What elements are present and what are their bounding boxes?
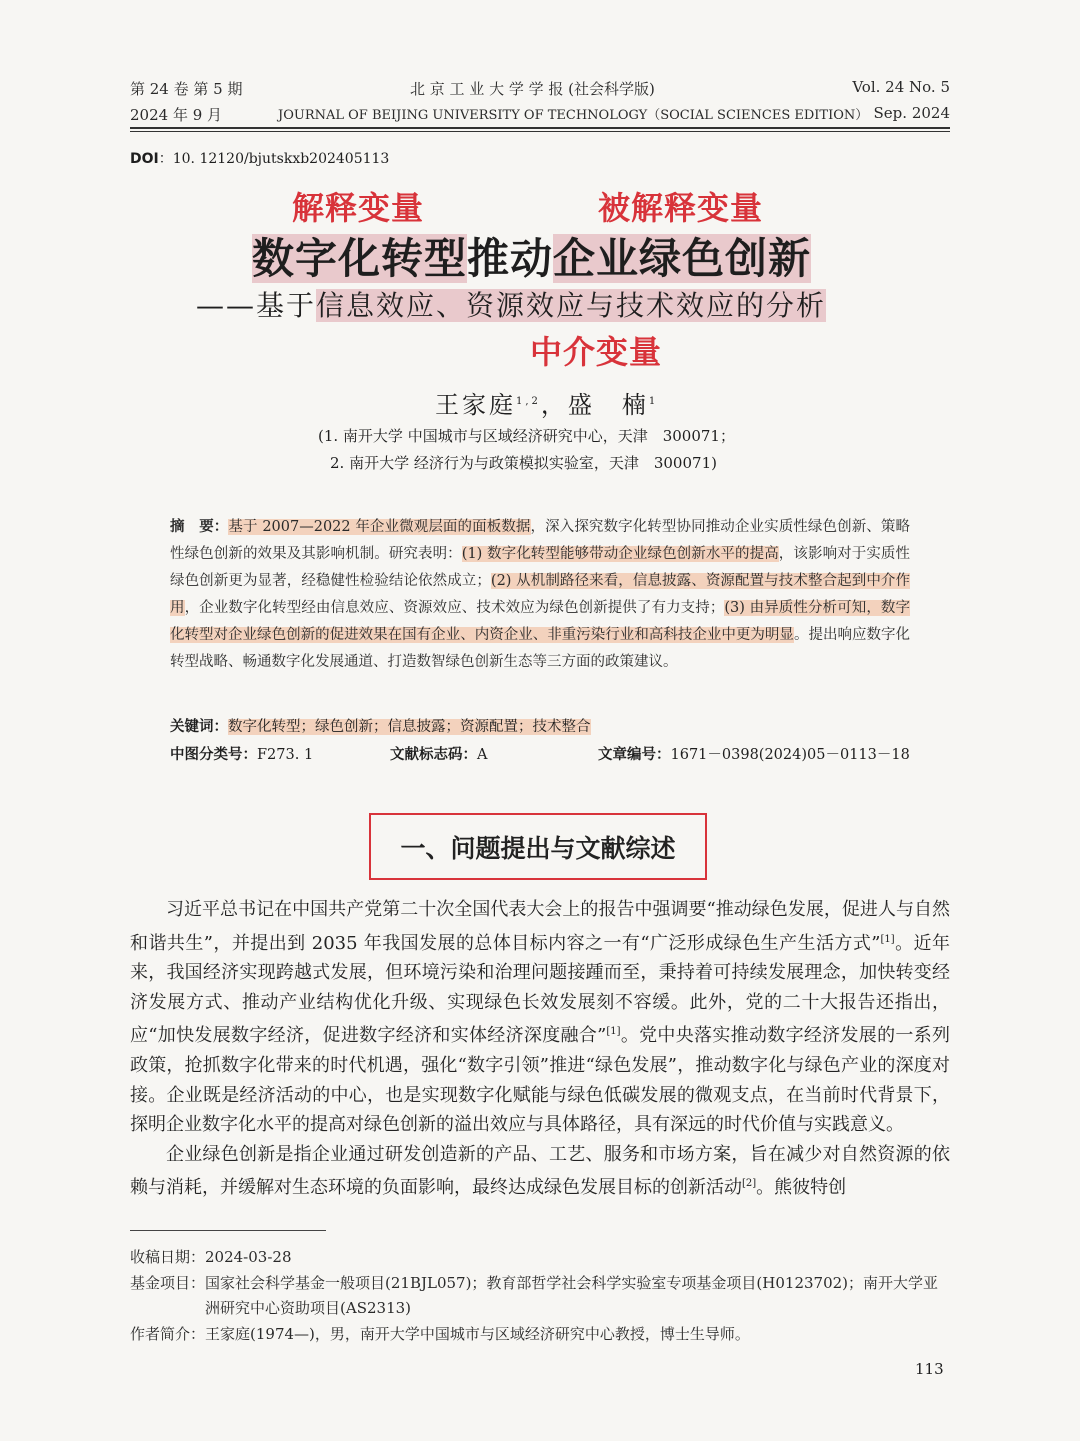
affiliation-2: 2. 南开大学 经济行为与政策模拟实验室，天津 300071) bbox=[330, 454, 717, 472]
body-p2-part-b: 。熊彼特创 bbox=[756, 1177, 847, 1199]
title-explanatory-variable: 数字化转型 bbox=[252, 234, 468, 283]
header-rule-thin bbox=[130, 131, 950, 132]
footnotes bbox=[130, 1245, 950, 1347]
abstract-highlight-finding-3: (3) 由异质性分析可知，数字化转型对企业绿色创新的促进效果在国有企业、内资企业、非重污染行业和高科技企业中更为明显 bbox=[170, 600, 910, 643]
citation-ref: [1] bbox=[880, 933, 895, 945]
body-text bbox=[130, 895, 950, 1203]
abstract-text-4: 。提出响应数字化转型战略、畅通数字化发展通道、打造数智绿色创新生态等三方面的政策建议。 bbox=[170, 627, 910, 670]
classification-doc bbox=[390, 743, 487, 764]
volume-en: Vol. 24 No. 5 bbox=[852, 78, 950, 96]
article-no-value: 1671－0398(2024)05－0113－18 bbox=[670, 747, 910, 763]
author-bio-text: 王家庭(1974—)，男，南开大学中国城市与区域经济研究中心教授，博士生导师。 bbox=[205, 1324, 750, 1343]
classification-clc bbox=[170, 743, 313, 764]
fund-text: 国家社会科学基金一般项目(21BJL057)；教育部哲学社会科学实验室专项基金项目(H0123702)；南开大学亚洲研究中心资助项目(AS2313) bbox=[205, 1273, 939, 1317]
journal-title-cn: 北 京 工 业 大 学 学 报 (社会科学版) bbox=[410, 80, 655, 98]
title-verb: 推动 bbox=[467, 234, 554, 283]
fund-label: 基金项目： bbox=[130, 1273, 206, 1292]
author-bio-label: 作者简介： bbox=[130, 1324, 206, 1343]
affiliation-1: (1. 南开大学 中国城市与区域经济研究中心，天津 300071； bbox=[318, 427, 735, 445]
clc-label: 中图分类号： bbox=[170, 747, 257, 763]
header-rule bbox=[130, 127, 950, 129]
author-1-affil: 1,2 bbox=[516, 396, 541, 407]
doi-value: ：10. 12120/bjutskxb202405113 bbox=[158, 151, 390, 167]
footnote-received: 收稿日期：2024-03-28 bbox=[130, 1248, 292, 1266]
keywords-label: 关键词： bbox=[170, 719, 228, 735]
footnote-author bbox=[130, 1322, 950, 1348]
paper-subtitle bbox=[196, 284, 826, 324]
citation-ref: [1] bbox=[606, 1026, 621, 1038]
body-p2-part-a: 企业绿色创新是指企业通过研发创造新的产品、工艺、服务和市场方案，旨在减少对自然资源的依赖与消耗，并缓解对生态环境的负面影响，最终达成绿色发展目标的创新活动 bbox=[130, 1143, 950, 1199]
keywords bbox=[170, 715, 591, 736]
subtitle-mediators: 信息效应、资源效应与技术效应的分析 bbox=[316, 289, 827, 322]
journal-title-en: JOURNAL OF BEIJING UNIVERSITY OF TECHNOLOGY（SOCIAL SCIENCES EDITION） bbox=[278, 108, 869, 123]
body-paragraph-2 bbox=[130, 1140, 950, 1203]
body-p1-part-a: 习近平总书记在中国共产党第二十次全国代表大会上的报告中强调要“推动绿色发展，促进人与自然和谐共生”，并提出到 2035 年我国发展的总体目标内容之一有“广泛形成绿色生产生活方式” bbox=[130, 899, 950, 954]
author-1: 王家庭 bbox=[435, 391, 516, 419]
article-no-label: 文章编号： bbox=[598, 747, 671, 763]
abstract-text-3: ，企业数字化转型经由信息效应、资源效应、技术效应为绿色创新提供了有力支持； bbox=[184, 600, 725, 616]
issue-date-en: Sep. 2024 bbox=[873, 104, 950, 122]
author-separator: ， bbox=[540, 391, 568, 419]
author-2: 盛 楠 bbox=[567, 391, 649, 419]
keywords-value: 数字化转型；绿色创新；信息披露；资源配置；技术整合 bbox=[228, 719, 591, 735]
section-heading-1: 一、问题提出与文献综述 bbox=[369, 813, 707, 880]
subtitle-prefix: ——基于 bbox=[196, 289, 317, 322]
doi bbox=[130, 148, 389, 168]
volume-issue: 第 24 卷 第 5 期 bbox=[130, 80, 243, 98]
abstract-label: 摘 要： bbox=[170, 519, 229, 535]
annotation-explanatory: 解释变量 bbox=[292, 189, 425, 227]
abstract-highlight-data: 基于 2007—2022 年企业微观层面的面板数据 bbox=[228, 519, 531, 535]
doc-code-label: 文献标志码： bbox=[390, 747, 477, 763]
abstract-highlight-finding-2: (2) 从机制路径来看，信息披露、资源配置与技术整合起到中介作用 bbox=[170, 573, 910, 616]
abstract-text-2: ，该影响对于实质性绿色创新更为显著，经稳健性检验结论依然成立； bbox=[170, 546, 910, 589]
body-p1-part-b: 。近年来，我国经济实现跨越式发展，但环境污染和治理问题接踵而至，秉持着可持续发展理念，加快转变经济发展方式、推动产业结构优化升级、实现绿色长效发展刻不容缓。此外，党的二十大报告还指出，应“加快发展数字经济，促进数字经济和实体经济深度融合” bbox=[130, 932, 950, 1047]
doc-code-value: A bbox=[477, 747, 488, 763]
classification-article bbox=[598, 743, 910, 764]
annotation-explained: 被解释变量 bbox=[598, 189, 764, 227]
author-2-affil: 1 bbox=[648, 396, 659, 407]
page-number: 113 bbox=[915, 1360, 944, 1378]
body-paragraph-1 bbox=[130, 895, 950, 1140]
paper-title bbox=[252, 226, 811, 286]
abstract bbox=[170, 514, 910, 704]
issue-date-cn: 2024 年 9 月 bbox=[130, 106, 223, 124]
abstract-highlight-finding-1: (1) 数字化转型能够带动企业绿色创新水平的提高 bbox=[461, 546, 779, 562]
citation-ref: [2] bbox=[742, 1178, 757, 1190]
abstract-text-1: ，深入探究数字化转型协同推动企业实质性绿色创新、策略性绿色创新的效果及其影响机制。研究表明： bbox=[170, 519, 910, 562]
footnote-rule bbox=[130, 1230, 326, 1231]
doi-label: DOI bbox=[130, 151, 159, 167]
annotation-mediator: 中介变量 bbox=[530, 333, 663, 371]
footnote-fund bbox=[130, 1271, 950, 1322]
title-explained-variable: 企业绿色创新 bbox=[553, 234, 812, 283]
clc-value: F273. 1 bbox=[257, 747, 314, 763]
body-p1-part-c: 。党中央落实推动数字经济发展的一系列政策，抢抓数字化带来的时代机遇，强化“数字引领”推进“绿色发展”，推动数字化与绿色产业的深度对接。企业既是经济活动的中心，也是实现数字化赋能与绿色低碳发展的微观支点，在当前时代背景下，探明企业数字化水平的提高对绿色创新的溢出效应与具体路径，具有深远的时代价值与实践意义。 bbox=[130, 1025, 951, 1136]
authors bbox=[435, 385, 658, 420]
